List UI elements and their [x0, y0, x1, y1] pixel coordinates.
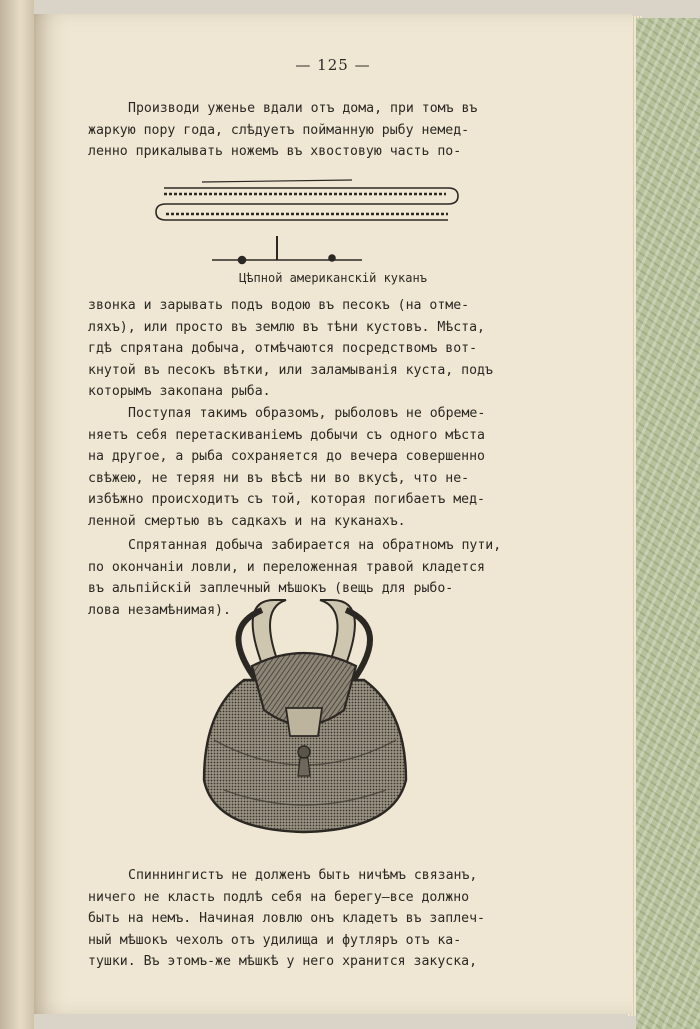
text-line: ленно прикалывать ножемъ въ хвостовую часть по- — [88, 144, 462, 160]
text-line: кнутой въ песокъ вѣтки, или заламыванія куста, подъ — [88, 362, 493, 378]
text-line: избѣжно происходитъ съ той, которая погибаетъ мед- — [88, 492, 485, 508]
text-line: Спиннингистъ не долженъ быть ничѣмъ связанъ, — [128, 868, 478, 883]
text-line: тушки. Въ этомъ-же мѣшкѣ у него хранится закуска, — [88, 954, 478, 970]
text-line: ничего не класть подлѣ себя на берегу—все должно — [88, 889, 470, 905]
page-number: — 125 — — [295, 56, 371, 74]
text-line: ляхъ), или просто въ землю въ тѣни кустовъ. Мѣста, — [88, 319, 485, 335]
paragraph-5 — [88, 865, 580, 973]
previous-page-edge — [0, 0, 34, 1029]
text-line: Поступая такимъ образомъ, рыболовъ не обреме- — [128, 406, 486, 421]
text-line: ный мѣшокъ чехолъ отъ удилища и футляръ отъ ка- — [88, 932, 462, 948]
paragraph-1 — [88, 98, 580, 163]
backpack-figure — [174, 590, 434, 852]
text-line: лова незамѣнимая). — [88, 602, 231, 618]
chain-stringer-figure — [152, 174, 462, 266]
text-line: въ альпійскій заплечный мѣшокъ (вещь для рыбо- — [88, 581, 454, 597]
paragraph-3 — [88, 403, 580, 533]
text-line: гдѣ спрятана добыча, отмѣчаются посредствомъ вот- — [88, 341, 478, 357]
text-line: Спрятанная добыча забирается на обратномъ пути, — [128, 538, 502, 553]
paragraph-2 — [88, 295, 580, 403]
book-binding — [636, 18, 700, 1029]
text-line: жаркую пору года, слѣдуетъ пойманную рыбу немед- — [88, 122, 470, 138]
text-line: на другое, а рыба сохраняется до вечера совершенно — [88, 449, 485, 465]
text-line: быть на немъ. Начиная ловлю онъ кладетъ въ заплеч- — [88, 911, 485, 927]
text-line: свѣжею, не теряя ни въ вѣсѣ ни во вкусѣ, что не- — [88, 470, 470, 486]
figure-1-caption: Цѣпной американскій куканъ — [239, 271, 427, 285]
text-line: звонка и зарывать подъ водою въ песокъ (на отме- — [88, 298, 470, 313]
text-line: няетъ себя перетаскиваніемъ добычи съ одного мѣста — [88, 427, 485, 443]
text-line: по окончаніи ловли, и переложенная травой кладется — [88, 559, 485, 575]
text-line: которымъ закопана рыба. — [88, 384, 271, 400]
book-page — [34, 14, 632, 1014]
text-line: Производи уженье вдали отъ дома, при томъ въ — [128, 101, 478, 116]
text-line: ленной смертью въ садкахъ и на куканахъ. — [88, 513, 406, 529]
